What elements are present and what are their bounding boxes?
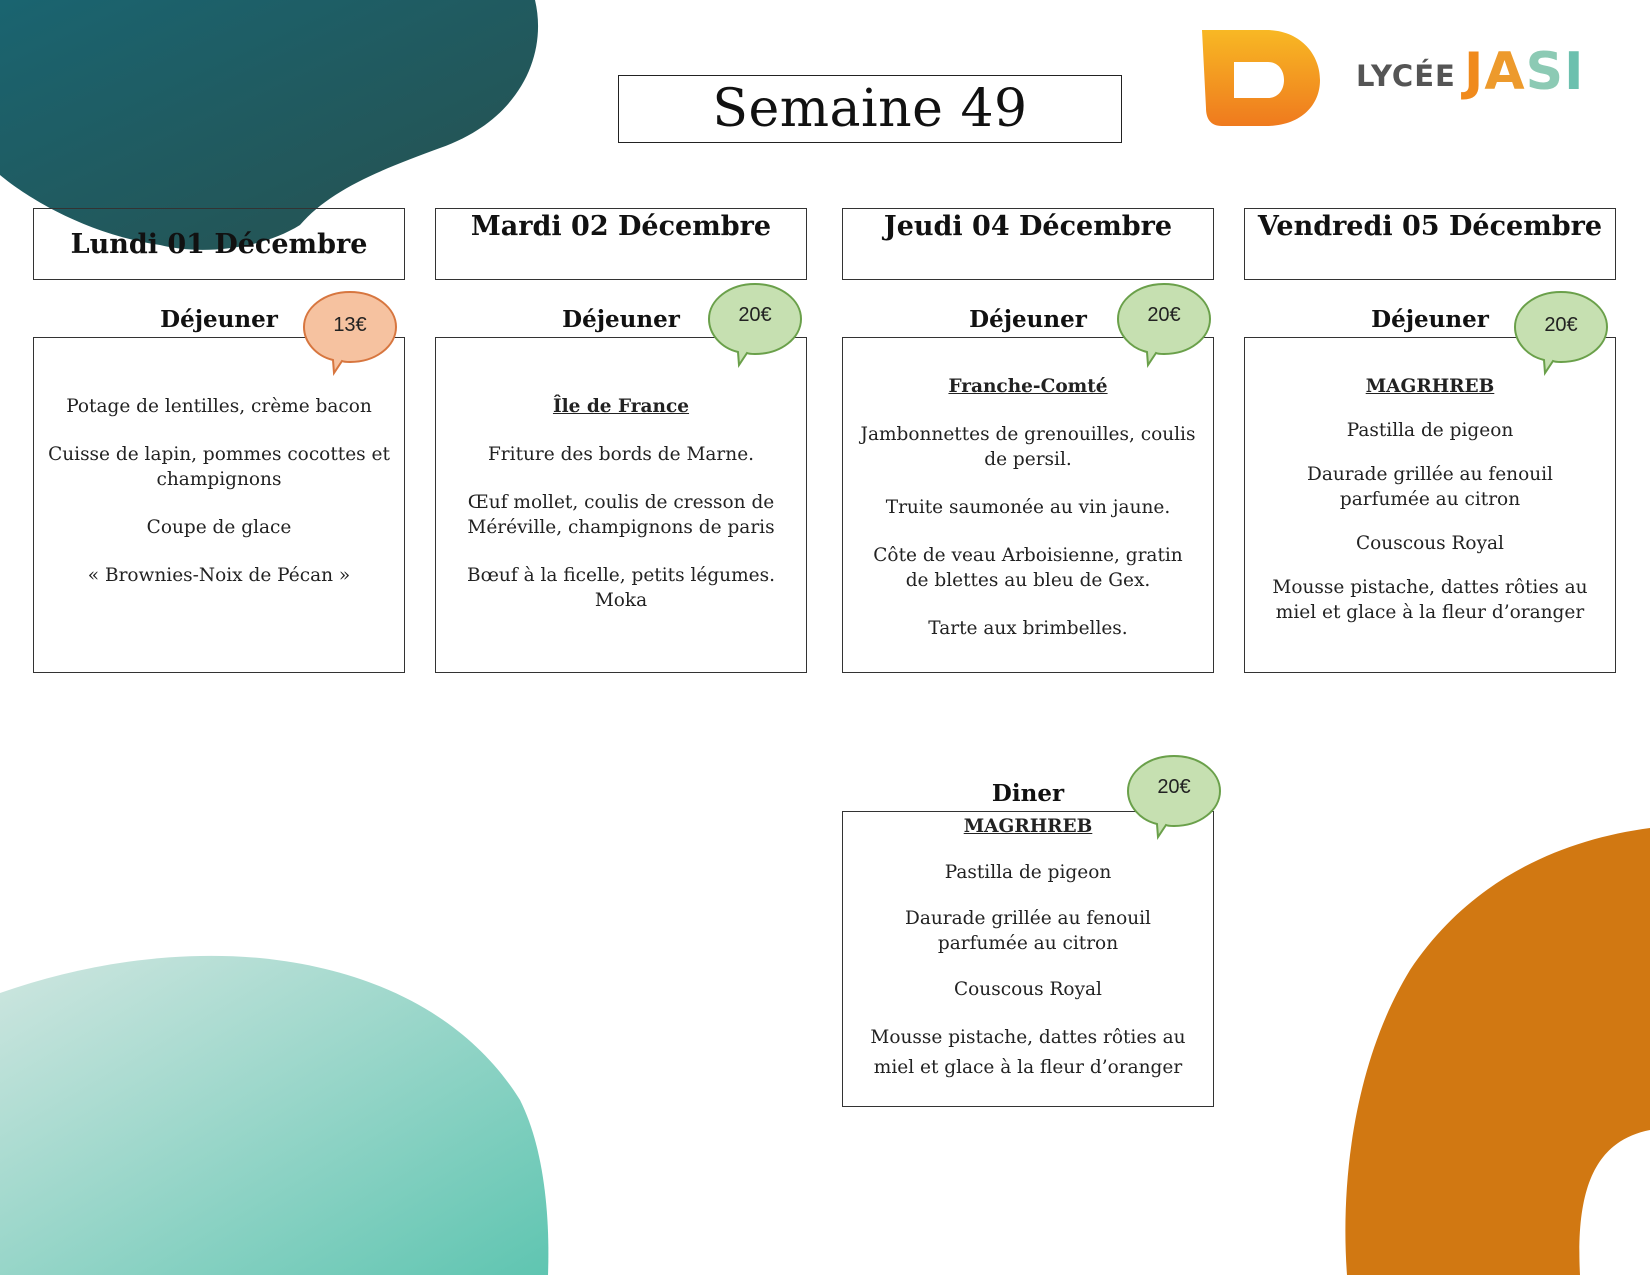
price-amount: 20€ [1157, 776, 1191, 798]
price-bubble-vendredi [1513, 290, 1609, 362]
menu-box-vendredi [1244, 337, 1616, 673]
menu-box-lundi [33, 337, 405, 673]
region-title: MAGRHREB [963, 816, 1093, 837]
price-amount: 20€ [1147, 304, 1181, 326]
menu-box-dinner [842, 811, 1214, 1107]
day-header-jeudi [842, 208, 1214, 280]
logo-lycee-text: LYCÉE [1356, 59, 1456, 93]
day-title: Mardi 02 Décembre [470, 211, 772, 242]
dish: Couscous Royal [1356, 533, 1504, 554]
dish: « Brownies-Noix de Pécan » [87, 565, 351, 586]
price-bubble-mardi [707, 282, 803, 354]
day-header-vendredi [1244, 208, 1616, 280]
dish: Œuf mollet, coulis de cresson de Méréville, champignons de paris [467, 492, 775, 538]
meal-label-lundi: Déjeuner [160, 306, 278, 333]
dish: Pastilla de pigeon [1346, 420, 1514, 441]
day-header-lundi [33, 208, 405, 280]
meal-label-jeudi: Déjeuner [969, 306, 1087, 333]
meal-label-vendredi: Déjeuner [1371, 306, 1489, 333]
dish: Daurade grillée au fenouil parfumée au citron [905, 908, 1151, 954]
dish: Bœuf à la ficelle, petits légumes. Moka [467, 565, 775, 611]
region-title: MAGRHREB [1365, 376, 1495, 397]
region-title: Franche-Comté [948, 376, 1108, 397]
dish: Mousse pistache, dattes rôties au miel et glace à la fleur d’oranger [1272, 577, 1588, 623]
logo-d-icon [1196, 28, 1321, 128]
dish: Friture des bords de Marne. [487, 444, 755, 465]
day-header-mardi [435, 208, 807, 280]
dish: Tarte aux brimbelles. [928, 618, 1128, 639]
week-title: Semaine 49 [618, 75, 1122, 143]
meal-label-dinner: Diner [991, 780, 1065, 807]
dish: Truite saumonée au vin jaune. [885, 497, 1171, 518]
price-bubble-jeudi [1116, 282, 1212, 354]
dish: Cuisse de lapin, pommes cocottes et champignons [48, 444, 390, 490]
light-teal-blob [0, 956, 548, 1275]
dish: Pastilla de pigeon [944, 862, 1112, 883]
day-title: Lundi 01 Décembre [70, 229, 368, 260]
meal-label-mardi: Déjeuner [562, 306, 680, 333]
menu-box-mardi [435, 337, 807, 673]
menu-box-jeudi [842, 337, 1214, 673]
dish: Mousse pistache, dattes rôties au miel et glace à la fleur d’oranger [870, 1027, 1186, 1078]
dish: Jambonnettes de grenouilles, coulis de persil. [860, 424, 1196, 470]
price-amount: 20€ [738, 304, 772, 326]
orange-blob [1345, 828, 1650, 1275]
lycee-jasi-logo [1196, 24, 1621, 134]
dish: Daurade grillée au fenouil parfumée au citron [1307, 464, 1553, 510]
price-bubble-dinner [1126, 754, 1222, 826]
dish: Potage de lentilles, crème bacon [66, 396, 372, 417]
price-amount: 13€ [333, 314, 367, 336]
logo-jasi-text: JASI [1464, 42, 1585, 102]
dish: Couscous Royal [954, 979, 1102, 1000]
region-title: Île de France [552, 396, 690, 417]
day-title: Vendredi 05 Décembre [1257, 211, 1603, 242]
dish: Côte de veau Arboisienne, gratin de blettes au bleu de Gex. [873, 545, 1183, 591]
dish: Coupe de glace [146, 517, 292, 538]
day-title: Jeudi 04 Décembre [883, 211, 1173, 242]
price-amount: 20€ [1544, 314, 1578, 336]
price-bubble-lundi [302, 290, 398, 362]
